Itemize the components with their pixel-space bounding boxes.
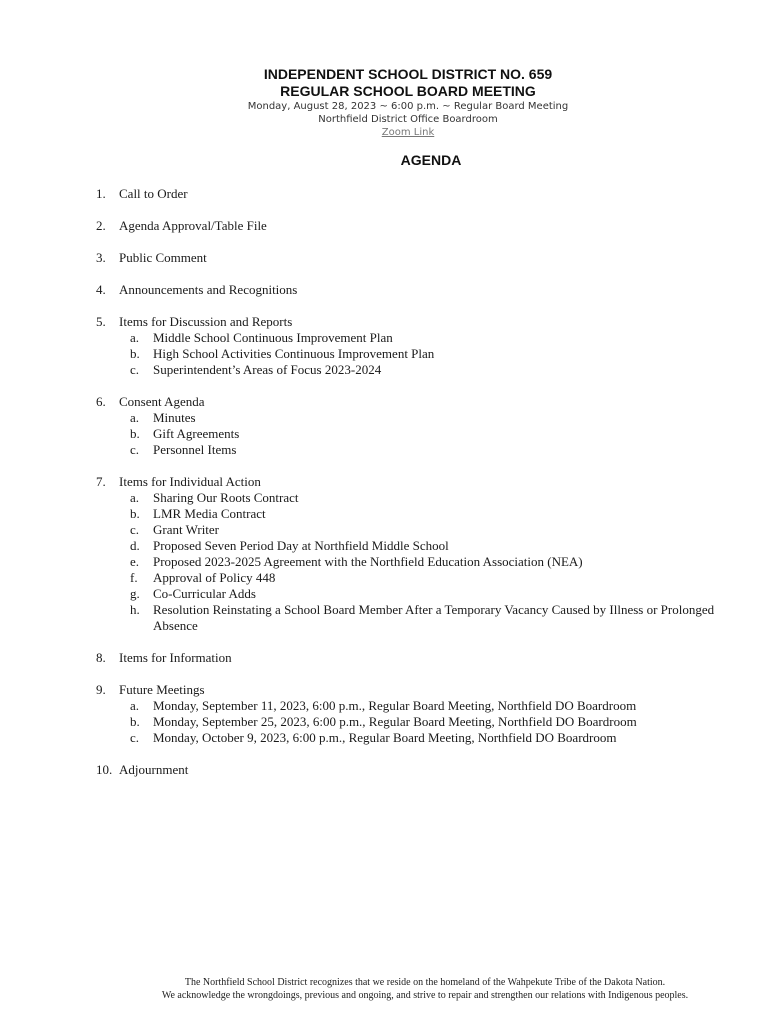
agenda-item-label: Public Comment <box>119 250 207 265</box>
agenda-item <box>96 474 736 634</box>
agenda-item-number: 3. <box>96 250 106 265</box>
agenda-subitem-letter: b. <box>130 714 140 729</box>
agenda-item <box>96 314 736 378</box>
agenda-item-number: 2. <box>96 218 106 233</box>
agenda-item <box>96 186 736 202</box>
agenda-list <box>96 186 736 794</box>
agenda-item <box>96 250 736 266</box>
footer-line-1: The Northfield School District recognizes that we reside on the homeland of the Wahpekute Tribe of the Dakota Nation. <box>184 977 666 988</box>
agenda-subitem <box>119 490 736 506</box>
agenda-subitem <box>119 538 736 554</box>
agenda-item <box>96 762 736 778</box>
agenda-item-label: Items for Discussion and Reports <box>119 314 293 329</box>
agenda-subitem-letter: f. <box>130 570 138 585</box>
land-acknowledgement <box>0 976 770 1002</box>
agenda-subitem <box>119 506 736 522</box>
agenda-subitem-letter: b. <box>130 506 140 521</box>
agenda-subitem-letter: a. <box>130 410 140 425</box>
agenda-item <box>96 218 736 234</box>
agenda-subitem-text: Resolution Reinstating a School Board Member After a Temporary Vacancy Caused by Illness or Prolonged Absence <box>153 602 715 633</box>
agenda-item-number: 6. <box>96 394 106 409</box>
agenda-item <box>96 282 736 298</box>
agenda-subitem-text: Monday, October 9, 2023, 6:00 p.m., Regular Board Meeting, Northfield DO Boardroom <box>153 730 617 745</box>
agenda-subitem <box>119 426 736 442</box>
agenda-subitem-letter: c. <box>130 362 140 377</box>
agenda-item-label: Items for Information <box>119 650 232 665</box>
agenda-item-number: 5. <box>96 314 106 329</box>
agenda-subitem-letter: h. <box>130 602 140 617</box>
agenda-subitem-letter: a. <box>130 490 140 505</box>
agenda-subitem-letter: a. <box>130 330 140 345</box>
agenda-subitem <box>119 570 736 586</box>
agenda-item-number: 4. <box>96 282 106 297</box>
agenda-subitem-text: Minutes <box>153 410 196 425</box>
district-title: INDEPENDENT SCHOOL DISTRICT NO. 659 <box>263 66 553 82</box>
agenda-subitem-list <box>96 330 736 378</box>
agenda-subitem-text: Co-Curricular Adds <box>153 586 256 601</box>
meeting-location: Northfield District Office Boardroom <box>318 114 498 125</box>
agenda-subitem-text: Monday, September 11, 2023, 6:00 p.m., Regular Board Meeting, Northfield DO Boardroom <box>153 698 637 713</box>
agenda-subitem-letter: b. <box>130 426 140 441</box>
agenda-subitem-text: Sharing Our Roots Contract <box>153 490 299 505</box>
agenda-item-label: Announcements and Recognitions <box>119 282 298 297</box>
agenda-subitem-text: High School Activities Continuous Improvement Plan <box>153 346 435 361</box>
agenda-subitem-text: Gift Agreements <box>153 426 240 441</box>
agenda-subitem <box>119 362 736 378</box>
agenda-item-number: 1. <box>96 186 106 201</box>
agenda-subitem-letter: b. <box>130 346 140 361</box>
agenda-subitem-text: Proposed Seven Period Day at Northfield Middle School <box>153 538 449 553</box>
agenda-subitem-list <box>96 410 736 458</box>
agenda-subitem-text: Monday, September 25, 2023, 6:00 p.m., Regular Board Meeting, Northfield DO Boardroom <box>153 714 637 729</box>
agenda-subitem-list <box>96 698 736 746</box>
agenda-item-label: Call to Order <box>119 186 188 201</box>
agenda-subitem-text: Middle School Continuous Improvement Plan <box>153 330 393 345</box>
agenda-item-label: Items for Individual Action <box>119 474 261 489</box>
agenda-item-number: 8. <box>96 650 106 665</box>
agenda-subitem-text: Proposed 2023-2025 Agreement with the Northfield Education Association (NEA) <box>153 554 583 569</box>
agenda-subitem <box>119 410 736 426</box>
agenda-subitem <box>119 602 736 634</box>
agenda-subitem-text: LMR Media Contract <box>153 506 266 521</box>
agenda-item-label: Consent Agenda <box>119 394 205 409</box>
agenda-subitem <box>119 346 736 362</box>
agenda-item <box>96 682 736 746</box>
agenda-subitem <box>119 586 736 602</box>
agenda-item-label: Adjournment <box>119 762 189 777</box>
agenda-subitem <box>119 522 736 538</box>
agenda-item-number: 9. <box>96 682 106 697</box>
document-header <box>0 66 770 139</box>
agenda-subitem-letter: g. <box>130 586 140 601</box>
agenda-subitem-list <box>96 490 736 634</box>
zoom-link[interactable]: Zoom Link <box>381 127 435 138</box>
agenda-subitem-letter: e. <box>130 554 140 569</box>
agenda-subitem-letter: c. <box>130 522 140 537</box>
agenda-subitem <box>119 330 736 346</box>
agenda-item-number: 7. <box>96 474 106 489</box>
agenda-subitem-text: Superintendent’s Areas of Focus 2023-2024 <box>153 362 382 377</box>
agenda-item-number: 10. <box>96 762 113 777</box>
agenda-item-label: Future Meetings <box>119 682 205 697</box>
meeting-info: Monday, August 28, 2023 ~ 6:00 p.m. ~ Regular Board Meeting <box>247 101 569 112</box>
agenda-subitem <box>119 698 736 714</box>
agenda-subitem <box>119 442 736 458</box>
agenda-item-label: Agenda Approval/Table File <box>119 218 267 233</box>
agenda-subitem <box>119 554 736 570</box>
agenda-subitem-text: Personnel Items <box>153 442 237 457</box>
agenda-subitem-letter: d. <box>130 538 140 553</box>
agenda-item <box>96 394 736 458</box>
agenda-item <box>96 650 736 666</box>
agenda-subitem-text: Grant Writer <box>153 522 220 537</box>
agenda-subitem-text: Approval of Policy 448 <box>153 570 276 585</box>
agenda-subitem-letter: c. <box>130 442 140 457</box>
footer-line-2: We acknowledge the wrongdoings, previous and ongoing, and strive to repair and strengthen our relations with Indigenous peoples. <box>161 990 689 1001</box>
meeting-title: REGULAR SCHOOL BOARD MEETING <box>280 83 536 99</box>
agenda-subitem <box>119 730 736 746</box>
agenda-heading: AGENDA <box>400 152 462 168</box>
agenda-subitem-letter: a. <box>130 698 140 713</box>
agenda-subitem-letter: c. <box>130 730 140 745</box>
agenda-subitem <box>119 714 736 730</box>
